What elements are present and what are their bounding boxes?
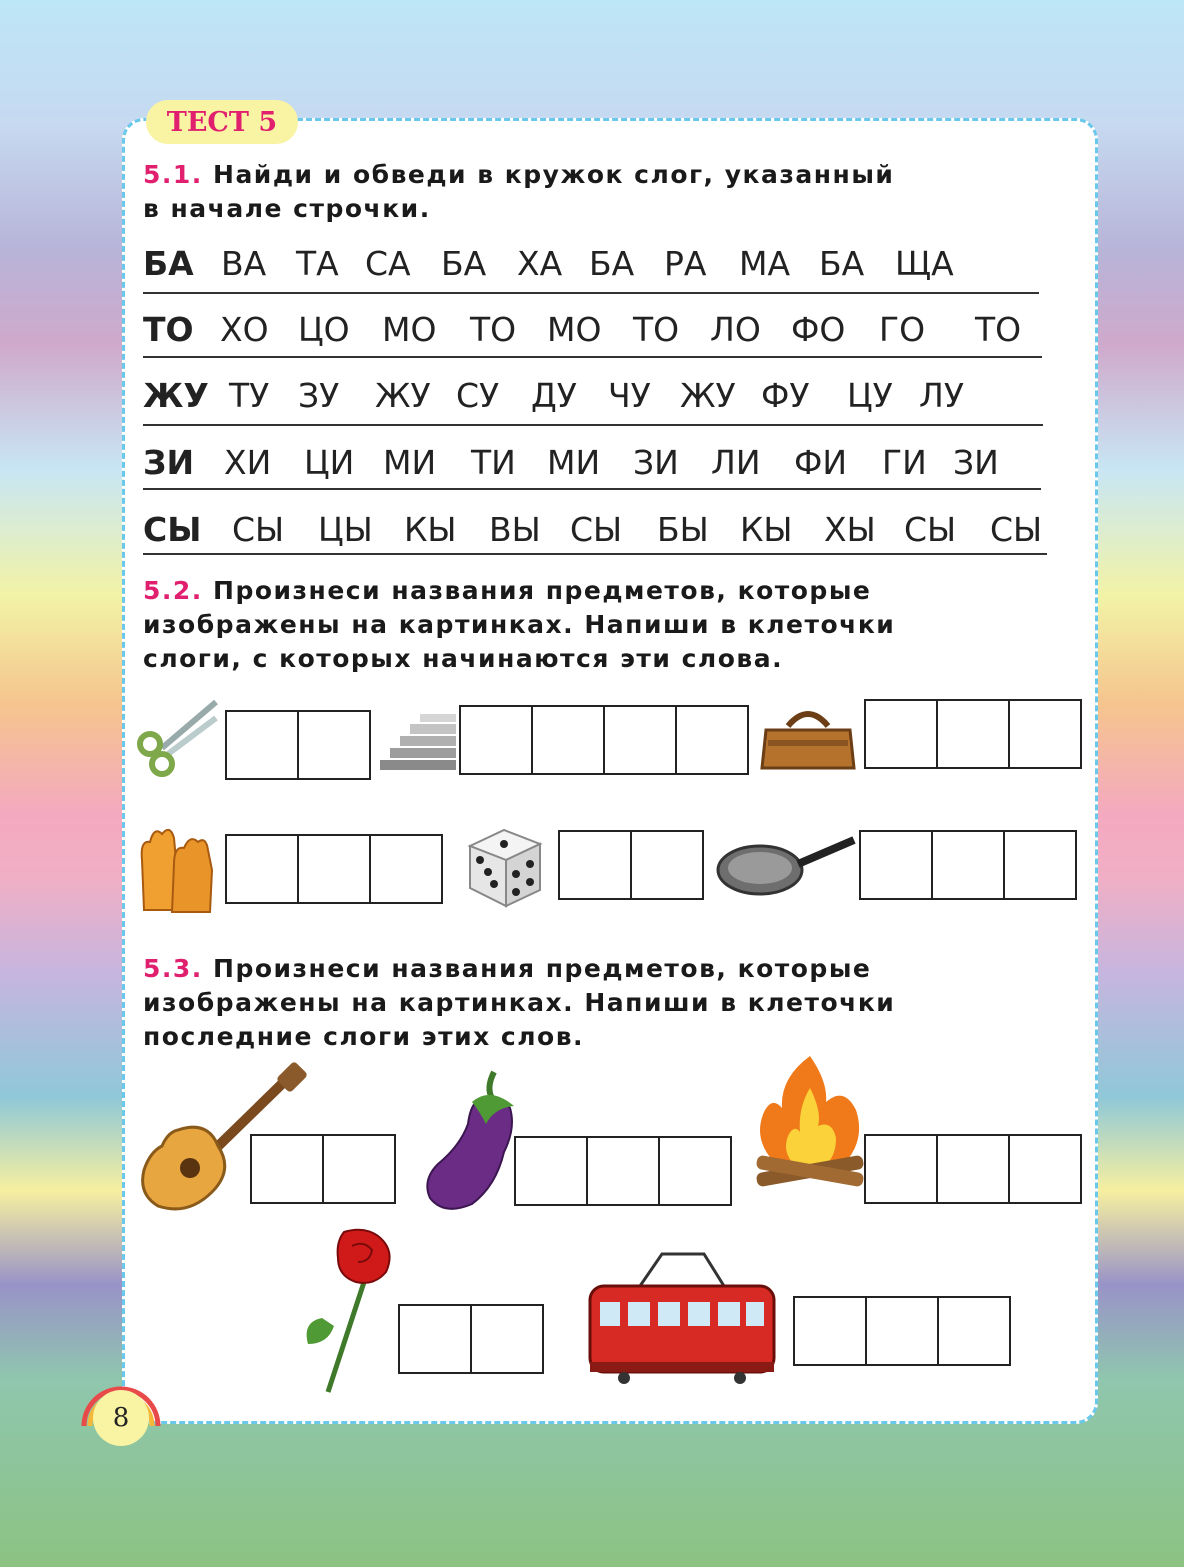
answer-cells[interactable] xyxy=(864,1134,1082,1204)
target-syllable: ТО xyxy=(143,310,194,349)
syllable-option[interactable]: ЖУ xyxy=(680,376,736,415)
syllable-option[interactable]: ЗИ xyxy=(633,443,679,482)
task-text: в начале строчки. xyxy=(143,194,431,223)
task-5-1-instructions xyxy=(143,158,894,226)
syllable-option[interactable]: СЫ xyxy=(904,510,957,549)
syllable-option[interactable]: ЛИ xyxy=(711,443,761,482)
syllable-option[interactable]: ЗУ xyxy=(298,376,340,415)
syllable-option[interactable]: РА xyxy=(664,244,707,283)
syllable-option[interactable]: МО xyxy=(382,310,437,349)
syllable-option[interactable]: СЫ xyxy=(232,510,285,549)
syllable-option[interactable]: БА xyxy=(441,244,487,283)
syllable-option[interactable]: МИ xyxy=(383,443,437,482)
syllable-option[interactable]: ЩА xyxy=(895,244,954,283)
syllable-option[interactable]: КЫ xyxy=(404,510,457,549)
syllable-option[interactable]: ТО xyxy=(470,310,517,349)
syllable-row xyxy=(143,510,1053,552)
task-text: Произнеси названия предметов, которые xyxy=(213,954,872,983)
answer-cells[interactable] xyxy=(459,705,749,775)
syllable-option[interactable]: СУ xyxy=(456,376,500,415)
test-title-badge: ТЕСТ 5 xyxy=(146,100,298,144)
syllable-option[interactable]: ФУ xyxy=(761,376,810,415)
syllable-option[interactable]: СЫ xyxy=(990,510,1043,549)
page-number: 8 xyxy=(93,1390,149,1446)
answer-cells[interactable] xyxy=(398,1304,544,1374)
answer-cells[interactable] xyxy=(250,1134,396,1204)
syllable-option[interactable]: ФО xyxy=(791,310,846,349)
syllable-option[interactable]: БА xyxy=(589,244,635,283)
syllable-option[interactable]: ХА xyxy=(517,244,563,283)
syllable-row xyxy=(143,244,1053,286)
syllable-option[interactable]: ЗИ xyxy=(953,443,999,482)
syllable-option[interactable]: ЖУ xyxy=(375,376,431,415)
task-text: изображены на картинках. Напиши в клеточки xyxy=(143,610,896,639)
campfire-icon xyxy=(748,1052,872,1196)
task-text: последние слоги этих слов. xyxy=(143,1022,585,1051)
answer-cells[interactable] xyxy=(225,834,443,904)
task-number: 5.2. xyxy=(143,576,203,605)
answer-cells[interactable] xyxy=(859,830,1077,900)
syllable-option[interactable]: ЦЫ xyxy=(318,510,373,549)
row-rule xyxy=(143,356,1042,358)
syllable-option[interactable]: ЧУ xyxy=(608,376,651,415)
stairs-icon xyxy=(376,712,458,776)
syllable-option[interactable]: ГИ xyxy=(882,443,927,482)
syllable-option[interactable]: ВЫ xyxy=(489,510,541,549)
syllable-option[interactable]: СА xyxy=(365,244,411,283)
task-text: Произнеси названия предметов, которые xyxy=(213,576,872,605)
gloves-icon xyxy=(134,820,218,916)
syllable-option[interactable]: ТИ xyxy=(471,443,516,482)
row-rule xyxy=(143,488,1041,490)
syllable-option[interactable]: МО xyxy=(547,310,602,349)
syllable-row xyxy=(143,443,1053,485)
answer-cells[interactable] xyxy=(558,830,704,900)
target-syllable: ЖУ xyxy=(143,376,209,415)
task-5-3-instructions xyxy=(143,952,895,1054)
syllable-option[interactable]: МИ xyxy=(547,443,601,482)
answer-cells[interactable] xyxy=(793,1296,1011,1366)
target-syllable: ЗИ xyxy=(143,443,195,482)
syllable-option[interactable]: ХО xyxy=(220,310,269,349)
task-5-2-instructions xyxy=(143,574,895,676)
syllable-option[interactable]: ХИ xyxy=(224,443,272,482)
syllable-option[interactable]: ТО xyxy=(975,310,1022,349)
syllable-option[interactable]: ЦУ xyxy=(847,376,893,415)
syllable-option[interactable]: БЫ xyxy=(657,510,709,549)
syllable-option[interactable]: МА xyxy=(739,244,791,283)
syllable-option[interactable]: КЫ xyxy=(740,510,793,549)
frying-pan-icon xyxy=(716,836,856,898)
syllable-option[interactable]: ХЫ xyxy=(824,510,876,549)
syllable-option[interactable]: БА xyxy=(819,244,865,283)
task-text: Найди и обведи в кружок слог, указанный xyxy=(213,160,895,189)
row-rule xyxy=(143,553,1047,555)
task-text: слоги, с которых начинаются эти слова. xyxy=(143,644,784,673)
syllable-option[interactable]: ГО xyxy=(879,310,926,349)
target-syllable: БА xyxy=(143,244,194,283)
task-number: 5.3. xyxy=(143,954,203,983)
answer-cells[interactable] xyxy=(864,699,1082,769)
eggplant-icon xyxy=(420,1068,520,1214)
syllable-option[interactable]: ТУ xyxy=(229,376,270,415)
syllable-option[interactable]: ЛУ xyxy=(919,376,964,415)
bag-icon xyxy=(758,702,858,774)
scissors-icon xyxy=(132,696,220,780)
tram-icon xyxy=(584,1246,780,1386)
row-rule xyxy=(143,424,1043,426)
target-syllable: СЫ xyxy=(143,510,202,549)
row-rule xyxy=(143,292,1039,294)
syllable-row xyxy=(143,376,1053,418)
syllable-option[interactable]: ТА xyxy=(296,244,339,283)
rose-icon xyxy=(298,1226,402,1396)
task-text: изображены на картинках. Напиши в клеточки xyxy=(143,988,896,1017)
syllable-option[interactable]: ДУ xyxy=(531,376,577,415)
syllable-option[interactable]: ЛО xyxy=(710,310,761,349)
syllable-option[interactable]: СЫ xyxy=(570,510,623,549)
task-number: 5.1. xyxy=(143,160,203,189)
syllable-option[interactable]: ВА xyxy=(221,244,267,283)
syllable-row xyxy=(143,310,1053,352)
syllable-option[interactable]: ЦИ xyxy=(304,443,355,482)
syllable-option[interactable]: ТО xyxy=(633,310,680,349)
syllable-option[interactable]: ЦО xyxy=(298,310,350,349)
answer-cells[interactable] xyxy=(514,1136,732,1206)
dice-icon xyxy=(464,824,546,910)
syllable-option[interactable]: ФИ xyxy=(794,443,848,482)
answer-cells[interactable] xyxy=(225,710,371,780)
